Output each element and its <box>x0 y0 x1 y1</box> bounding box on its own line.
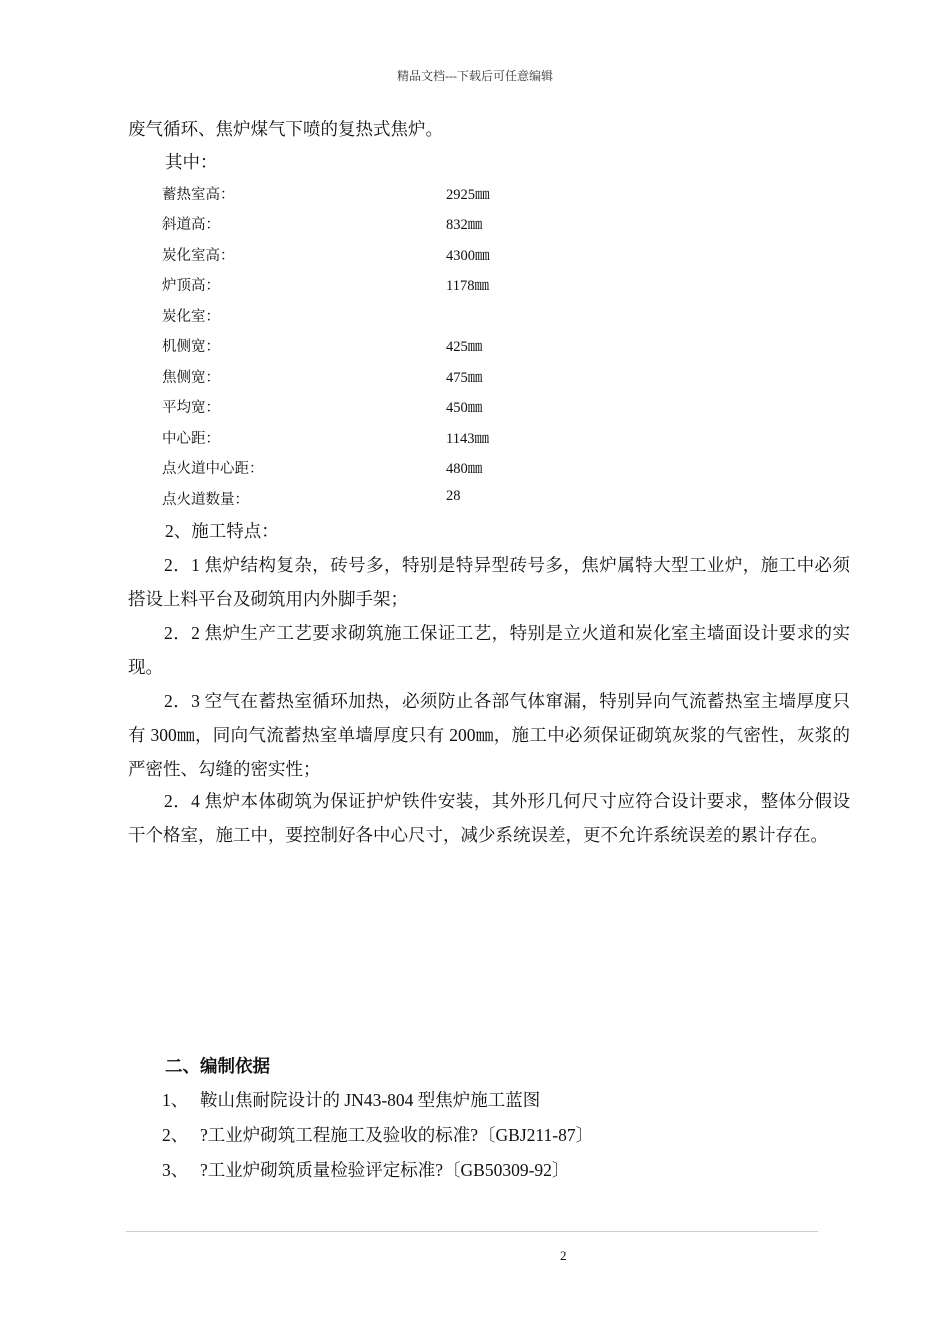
param-value: 450㎜ <box>446 400 483 416</box>
param-label: 平均宽： <box>162 400 220 416</box>
param-value: 2925㎜ <box>446 187 490 203</box>
paragraph: 2．4 焦炉本体砌筑为保证护炉铁件安装，其外形几何尺寸应符合设计要求，整体分假设干个格室，施工中，要控制好各中心尺寸，减少系统误差，更不允许系统误差的累计存在。 <box>128 791 850 845</box>
param-label: 斜道高： <box>162 217 220 233</box>
param-label: 蓄热室高： <box>162 187 235 203</box>
paragraph: 2．2 焦炉生产工艺要求砌筑施工保证工艺，特别是立火道和炭化室主墙面设计要求的实现。 <box>128 623 850 677</box>
param-value: 1143㎜ <box>446 431 489 447</box>
param-label: 中心距： <box>162 431 220 447</box>
page-number: 2 <box>560 1248 567 1263</box>
param-value: 425㎜ <box>446 339 483 355</box>
param-value: 480㎜ <box>446 461 483 477</box>
param-label: 点火道中心距： <box>162 461 264 477</box>
param-value: 475㎜ <box>446 370 483 386</box>
paragraph: 2．3 空气在蓄热室循环加热，必须防止各部气体窜漏，特别异向气流蓄热室主墙厚度只有 300㎜，同向气流蓄热室单墙厚度只有 200㎜，施工中必须保证砌筑灰浆的气密性，灰浆的严密性、勾缝的密实性； <box>128 691 850 779</box>
param-value: 832㎜ <box>446 217 483 233</box>
param-value: 4300㎜ <box>446 248 490 264</box>
reference-text: ?工业炉砌筑质量检验评定标准?〔GB50309-92〕 <box>200 1160 570 1180</box>
param-label: 机侧宽： <box>162 339 220 355</box>
param-value: 1178㎜ <box>446 278 489 294</box>
page-header: 精品文档---下载后可任意编辑 <box>397 69 553 83</box>
reference-text: 鞍山焦耐院设计的 JN43-804 型焦炉施工蓝图 <box>200 1090 541 1110</box>
section-heading: 二、编制依据 <box>165 1057 270 1077</box>
param-label: 炭化室高： <box>162 248 235 264</box>
param-value: 28 <box>446 488 461 504</box>
reference-number: 2、 <box>162 1125 189 1145</box>
paragraph: 2．1 焦炉结构复杂，砖号多，特别是特异型砖号多，焦炉属特大型工业炉，施工中必须搭设上料平台及砌筑用内外脚手架； <box>128 555 850 609</box>
reference-number: 3、 <box>162 1160 189 1180</box>
section-2-title: 2、施工特点： <box>165 521 279 541</box>
param-label: 炉顶高： <box>162 278 220 294</box>
intro-line: 废气循环、焦炉煤气下喷的复热式焦炉。 <box>128 119 443 139</box>
among-label: 其中： <box>165 152 218 172</box>
reference-text: ?工业炉砌筑工程施工及验收的标准?〔GBJ211-87〕 <box>200 1125 594 1145</box>
param-label: 炭化室： <box>162 309 220 325</box>
param-label: 焦侧宽： <box>162 370 220 386</box>
reference-number: 1、 <box>162 1090 189 1110</box>
footer-divider <box>126 1231 818 1232</box>
param-label: 点火道数量： <box>162 492 249 508</box>
